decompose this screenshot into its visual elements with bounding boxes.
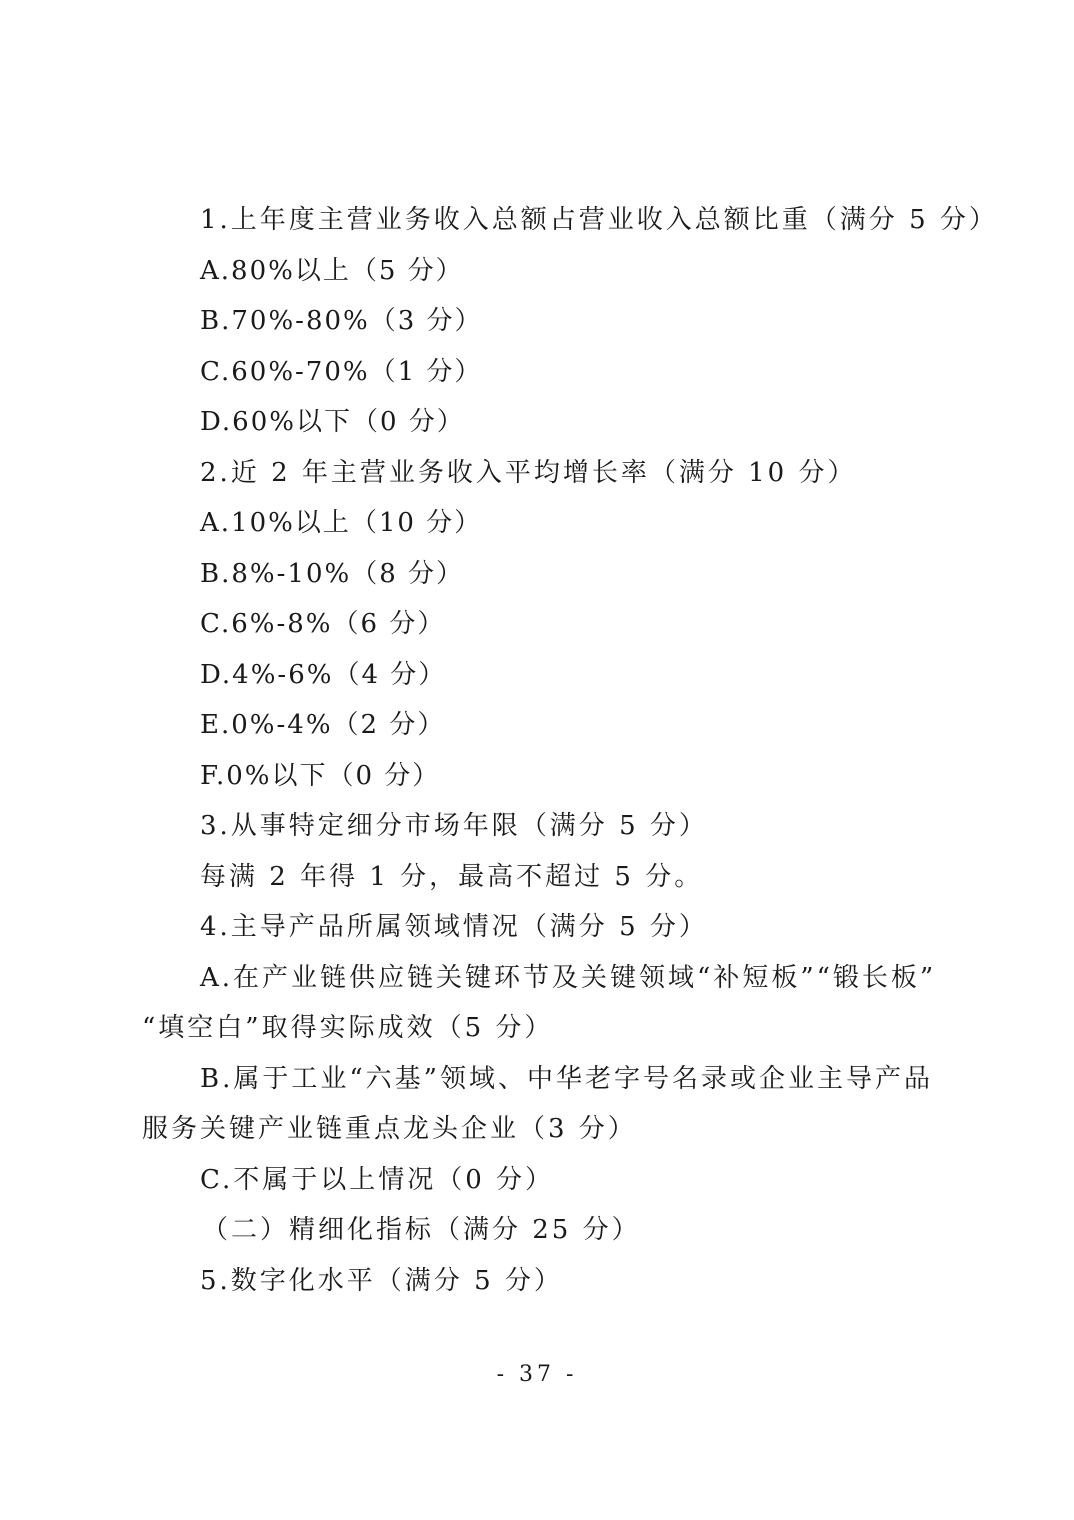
criterion-1-option-b: B.70%-80%（3 分） [200, 306, 483, 336]
criterion-2-option-a: A.10%以上（10 分） [200, 508, 483, 538]
criterion-5-heading: 5.数字化水平（满分 5 分） [200, 1266, 563, 1296]
criterion-2-option-f: F.0%以下（0 分） [200, 761, 441, 791]
criterion-2-heading: 2.近 2 年主营业务收入平均增长率（满分 10 分） [200, 458, 857, 488]
criterion-4-option-c: C.不属于以上情况（0 分） [200, 1165, 555, 1195]
criterion-2-option-c: C.6%-8%（6 分） [200, 609, 446, 639]
criterion-4-heading: 4.主导产品所属领域情况（满分 5 分） [200, 912, 708, 942]
criterion-2-option-e: E.0%-4%（2 分） [200, 710, 446, 740]
criterion-1-option-c: C.60%-70%（1 分） [200, 357, 483, 387]
criterion-1-option-d: D.60%以下（0 分） [200, 407, 465, 437]
section-2-heading: （二）精细化指标（满分 25 分） [202, 1215, 641, 1245]
criterion-4-option-a: A.在产业链供应链关键环节及关键领域“补短板”“锻长板” [200, 963, 937, 993]
criterion-2-option-b: B.8%-10%（8 分） [200, 559, 464, 589]
criterion-3-rule: 每满 2 年得 1 分，最高不超过 5 分。 [200, 862, 704, 892]
criterion-4-option-b-continued: 服务关键产业链重点龙头企业（3 分） [142, 1114, 637, 1144]
criterion-3-heading: 3.从事特定细分市场年限（满分 5 分） [200, 811, 708, 841]
page-number: - 37 - [496, 1362, 578, 1387]
criterion-1-heading: 1.上年度主营业务收入总额占营业收入总额比重（满分 5 分） [200, 205, 998, 235]
criterion-1-option-a: A.80%以上（5 分） [200, 256, 464, 286]
criterion-2-option-d: D.4%-6%（4 分） [200, 660, 447, 690]
criterion-4-option-b: B.属于工业“六基”领域、中华老字号名录或企业主导产品 [200, 1064, 933, 1094]
criterion-4-option-a-continued: “填空白”取得实际成效（5 分） [142, 1013, 554, 1043]
